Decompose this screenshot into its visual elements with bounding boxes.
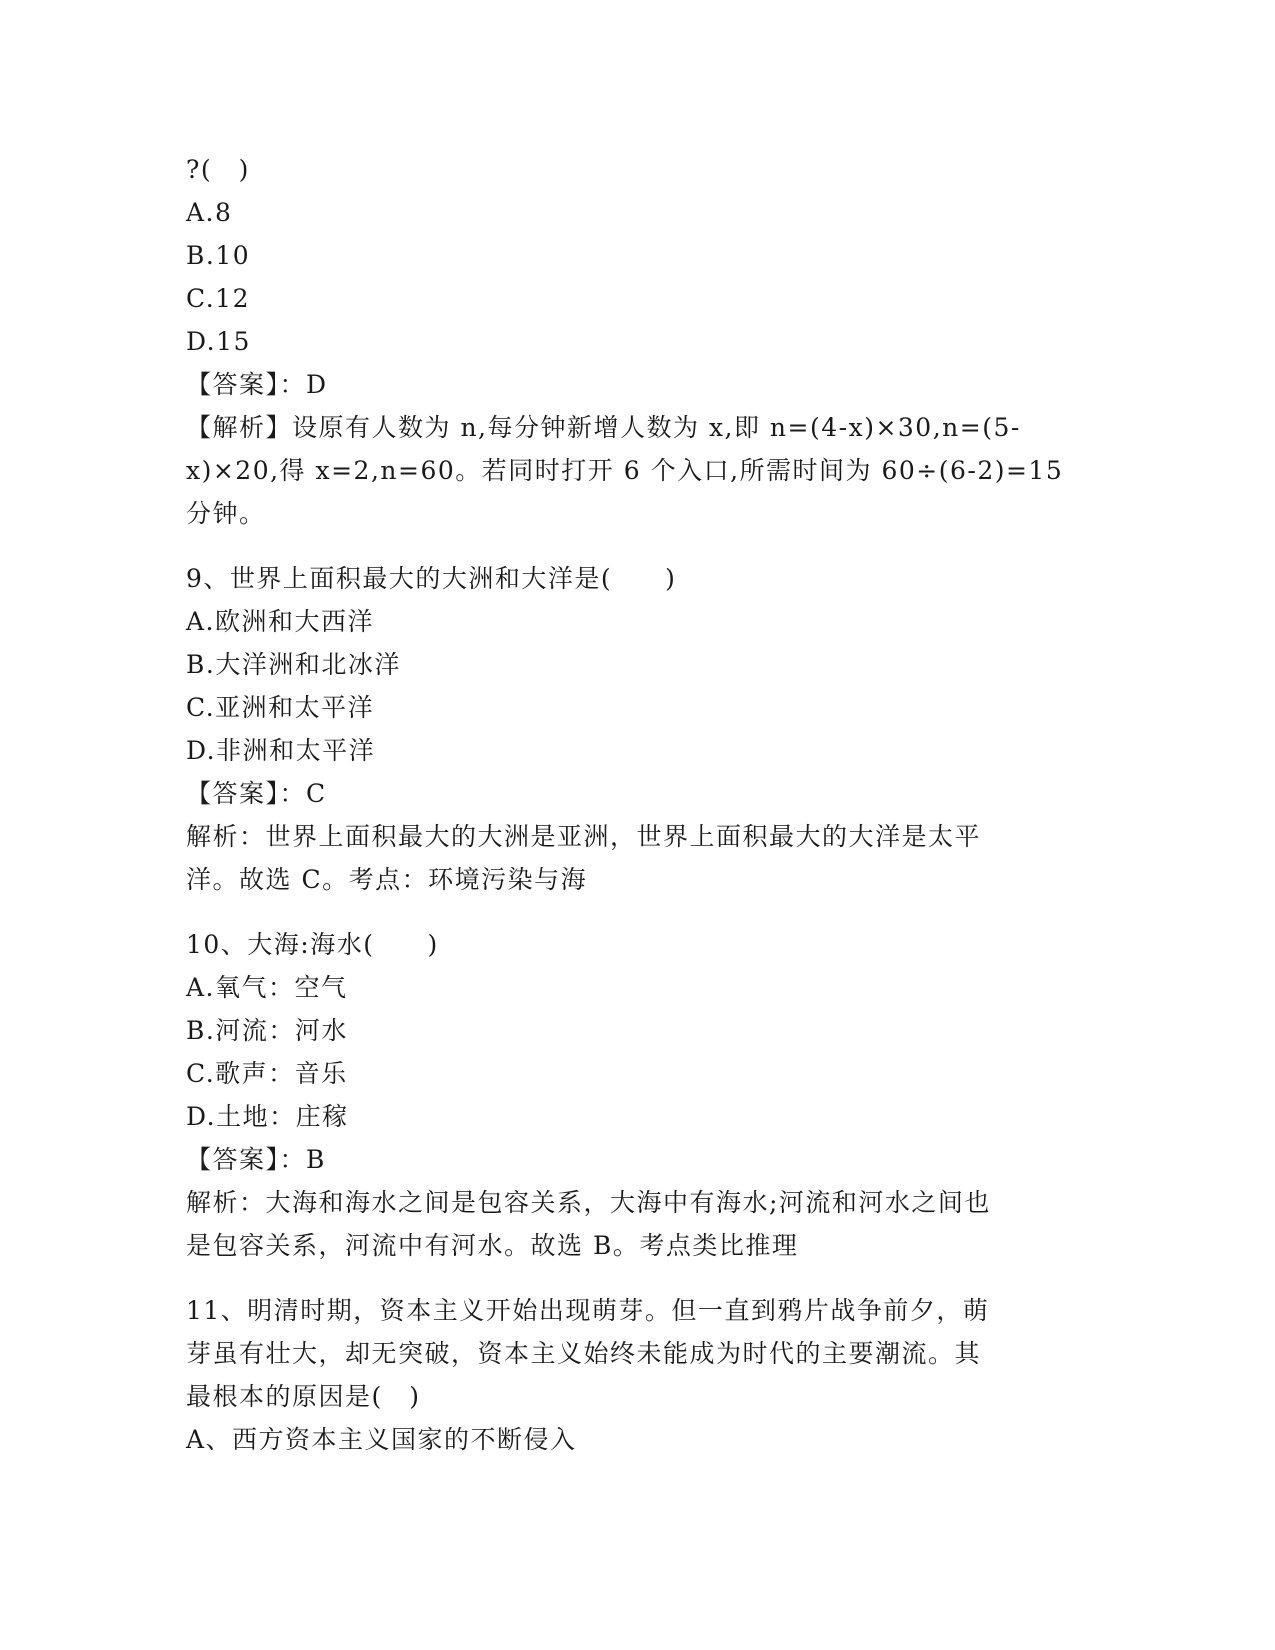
option-c: C.亚洲和太平洋 xyxy=(186,693,375,722)
answer: 【答案】：B xyxy=(186,1145,326,1174)
option-d: D.土地：庄稼 xyxy=(186,1102,349,1131)
option-c: C.12 xyxy=(186,284,250,313)
option-a: A.8 xyxy=(186,198,233,227)
explanation-line: 洋。故选 C。考点：环境污染与海 xyxy=(186,865,588,894)
option-d: D.15 xyxy=(186,327,251,356)
question-stem-line: 最根本的原因是( ) xyxy=(186,1382,421,1411)
option-b: B.大洋洲和北冰洋 xyxy=(186,650,401,679)
explanation-line: 分钟。 xyxy=(186,499,266,528)
option-b: B.河流：河水 xyxy=(186,1016,348,1045)
question-8-tail xyxy=(186,148,1086,535)
explanation-line: 解析：大海和海水之间是包容关系，大海中有海水;河流和河水之间也 xyxy=(186,1188,991,1217)
question-stem-line: 芽虽有壮大，却无突破，资本主义始终未能成为时代的主要潮流。其 xyxy=(186,1339,982,1368)
question-stem-line: 11、明清时期，资本主义开始出现萌芽。但一直到鸦片战争前夕，萌 xyxy=(186,1296,990,1325)
question-11 xyxy=(186,1289,1086,1461)
question-stem: 9、世界上面积最大的大洲和大洋是( ) xyxy=(186,564,677,593)
option-c: C.歌声：音乐 xyxy=(186,1059,348,1088)
option-a: A.氧气：空气 xyxy=(186,973,348,1002)
question-stem: 10、大海:海水( ) xyxy=(186,930,439,959)
document-page xyxy=(186,148,1086,1461)
explanation-line: 是包容关系，河流中有河水。故选 B。考点类比推理 xyxy=(186,1231,799,1260)
explanation-line: 【解析】设原有人数为 n,每分钟新增人数为 x,即 n=(4-x)×30,n=(5- xyxy=(186,413,1021,442)
option-d: D.非洲和太平洋 xyxy=(186,736,376,765)
answer: 【答案】：C xyxy=(186,779,327,808)
explanation-line: x)×20,得 x=2,n=60。若同时打开 6 个入口,所需时间为 60÷(6-2)=15 xyxy=(186,456,1064,485)
option-a: A.欧洲和大西洋 xyxy=(186,607,375,636)
question-9 xyxy=(186,557,1086,901)
question-stem-end: ?( ) xyxy=(186,155,250,184)
question-10 xyxy=(186,923,1086,1267)
answer: 【答案】：D xyxy=(186,370,328,399)
option-a: A、西方资本主义国家的不断侵入 xyxy=(186,1425,577,1454)
explanation-line: 解析：世界上面积最大的大洲是亚洲，世界上面积最大的大洋是太平 xyxy=(186,822,982,851)
option-b: B.10 xyxy=(186,241,251,270)
